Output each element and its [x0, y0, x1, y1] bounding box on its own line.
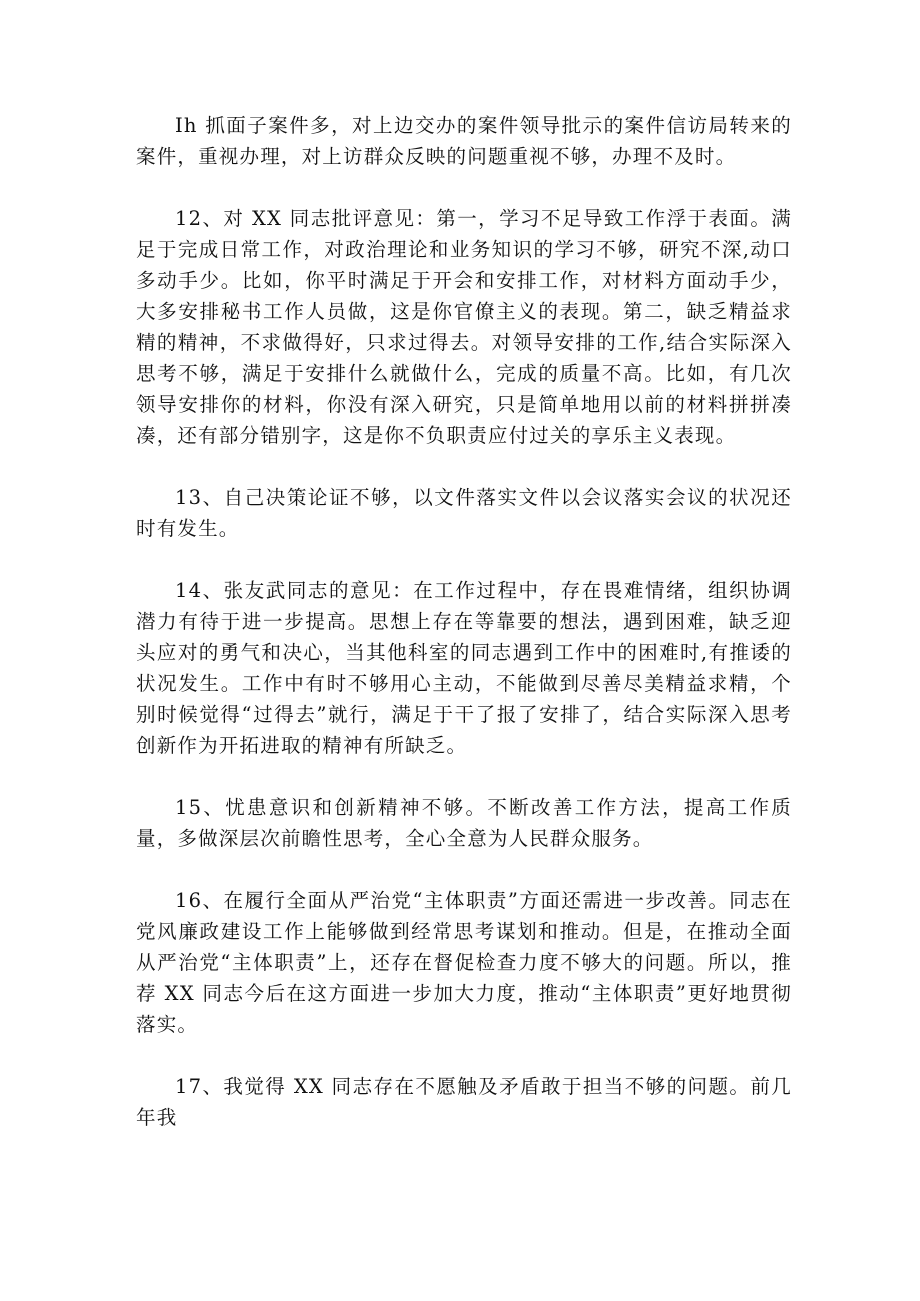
document-body [136, 110, 792, 1164]
paragraph-17: 17、我觉得 XX 同志存在不愿触及矛盾敢于担当不够的问题。前几年我 [136, 1075, 792, 1129]
paragraph-14: 14、张友武同志的意见：在工作过程中，存在畏难情绪，组织协调潜力有待于进一步提高。思想上存在等靠要的想法，遇到困难，缺乏迎头应对的勇气和决心，当其他科室的同志遇到工作中的困难时,有推诿的状况发生。工作中有时不够用心主动，不能做到尽善尽美精益求精，个别时候觉得“过得去”就行，满足于干了报了安排了，结合实际深入思考创新作为开拓进取的精神有所缺乏。 [136, 579, 792, 757]
paragraph-15: 15、忧患意识和创新精神不够。不断改善工作方法，提高工作质量，多做深层次前瞻性思考，全心全意为人民群众服务。 [136, 796, 792, 850]
paragraph-13: 13、自己决策论证不够，以文件落实文件以会议落实会议的状况还时有发生。 [136, 486, 792, 540]
paragraph-12: 12、对 XX 同志批评意见：第一，学习不足导致工作浮于表面。满足于完成日常工作，对政治理论和业务知识的学习不够，研究不深,动口多动手少。比如，你平时满足于开会和安排工作，对材料方面动手少，大多安排秘书工作人员做，这是你官僚主义的表现。第二，缺乏精益求精的精神，不求做得好，只求过得去。对领导安排的工作,结合实际深入思考不够，满足于安排什么就做什么，完成的质量不高。比如，有几次领导安排你的材料，你没有深入研究，只是简单地用以前的材料拼拼凑凑，还有部分错别字，这是你不负职责应付过关的享乐主义表现。 [136, 207, 792, 447]
paragraph-11-continuation: Ih 抓面子案件多，对上边交办的案件领导批示的案件信访局转来的案件，重视办理，对上访群众反映的问题重视不够，办理不及时。 [136, 114, 792, 168]
paragraph-16: 16、在履行全面从严治党“主体职责”方面还需进一步改善。同志在党风廉政建设工作上能够做到经常思考谋划和推动。但是，在推动全面从严治党“主体职责”上，还存在督促检查力度不够大的问题。所以，推荐 XX 同志今后在这方面进一步加大力度，推动“主体职责”更好地贯彻落实。 [136, 889, 792, 1036]
